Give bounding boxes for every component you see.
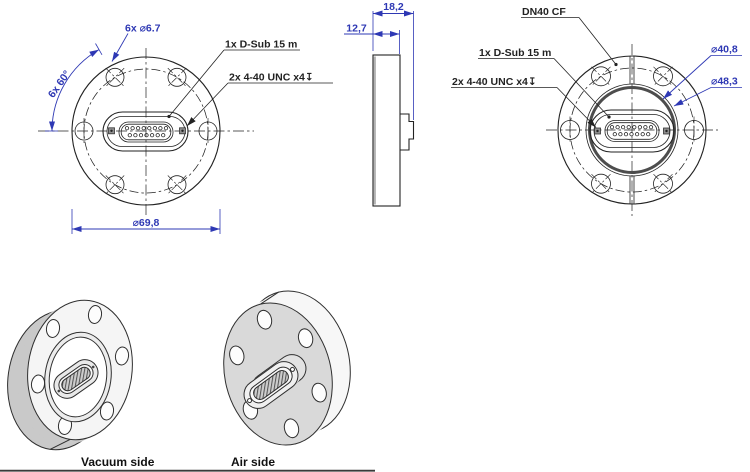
dsub-connector-vacuum xyxy=(103,112,188,151)
leader-bolt-holes xyxy=(112,34,128,62)
dim-recess-diameter: ⌀48,3 xyxy=(711,75,738,88)
dimensions-air xyxy=(663,44,742,107)
dim-inner-diameter: ⌀40,8 xyxy=(711,43,738,56)
view-front-vacuum xyxy=(38,23,333,235)
labels-vacuum xyxy=(167,39,333,127)
label-dsub: 1x D-Sub 15 m xyxy=(225,38,298,51)
iso-view-air xyxy=(209,279,365,456)
dim-bolt-holes: 6x ⌀6.7 xyxy=(125,22,161,35)
caption-vacuum-side: Vacuum side xyxy=(81,455,155,469)
dsub-pins xyxy=(125,127,167,137)
connector-profile xyxy=(400,114,414,150)
dsub-pins xyxy=(610,126,652,136)
dim-outer-diameter: ⌀69,8 xyxy=(132,217,160,229)
label-flange-standard: DN40 CF xyxy=(522,6,566,18)
label-dsub: 1x D-Sub 15 m xyxy=(479,47,552,59)
view-front-air xyxy=(451,6,742,216)
dim-bolt-angle: 6x 60° xyxy=(45,68,74,101)
dim-total-thickness: 18,2 xyxy=(383,1,404,13)
iso-view-vacuum xyxy=(0,293,141,456)
dimensions-vacuum xyxy=(45,23,220,235)
label-screws: 2x 4-40 UNC x4↧ xyxy=(229,71,314,84)
dim-flange-thickness: 12,7 xyxy=(346,22,367,35)
dimensions-side xyxy=(344,1,414,120)
view-side xyxy=(344,1,414,206)
label-screws: 2x 4-40 UNC x4↧ xyxy=(452,76,537,88)
flange-profile xyxy=(373,55,400,206)
caption-air-side: Air side xyxy=(231,455,276,469)
leader-inner-diameter xyxy=(663,56,711,100)
